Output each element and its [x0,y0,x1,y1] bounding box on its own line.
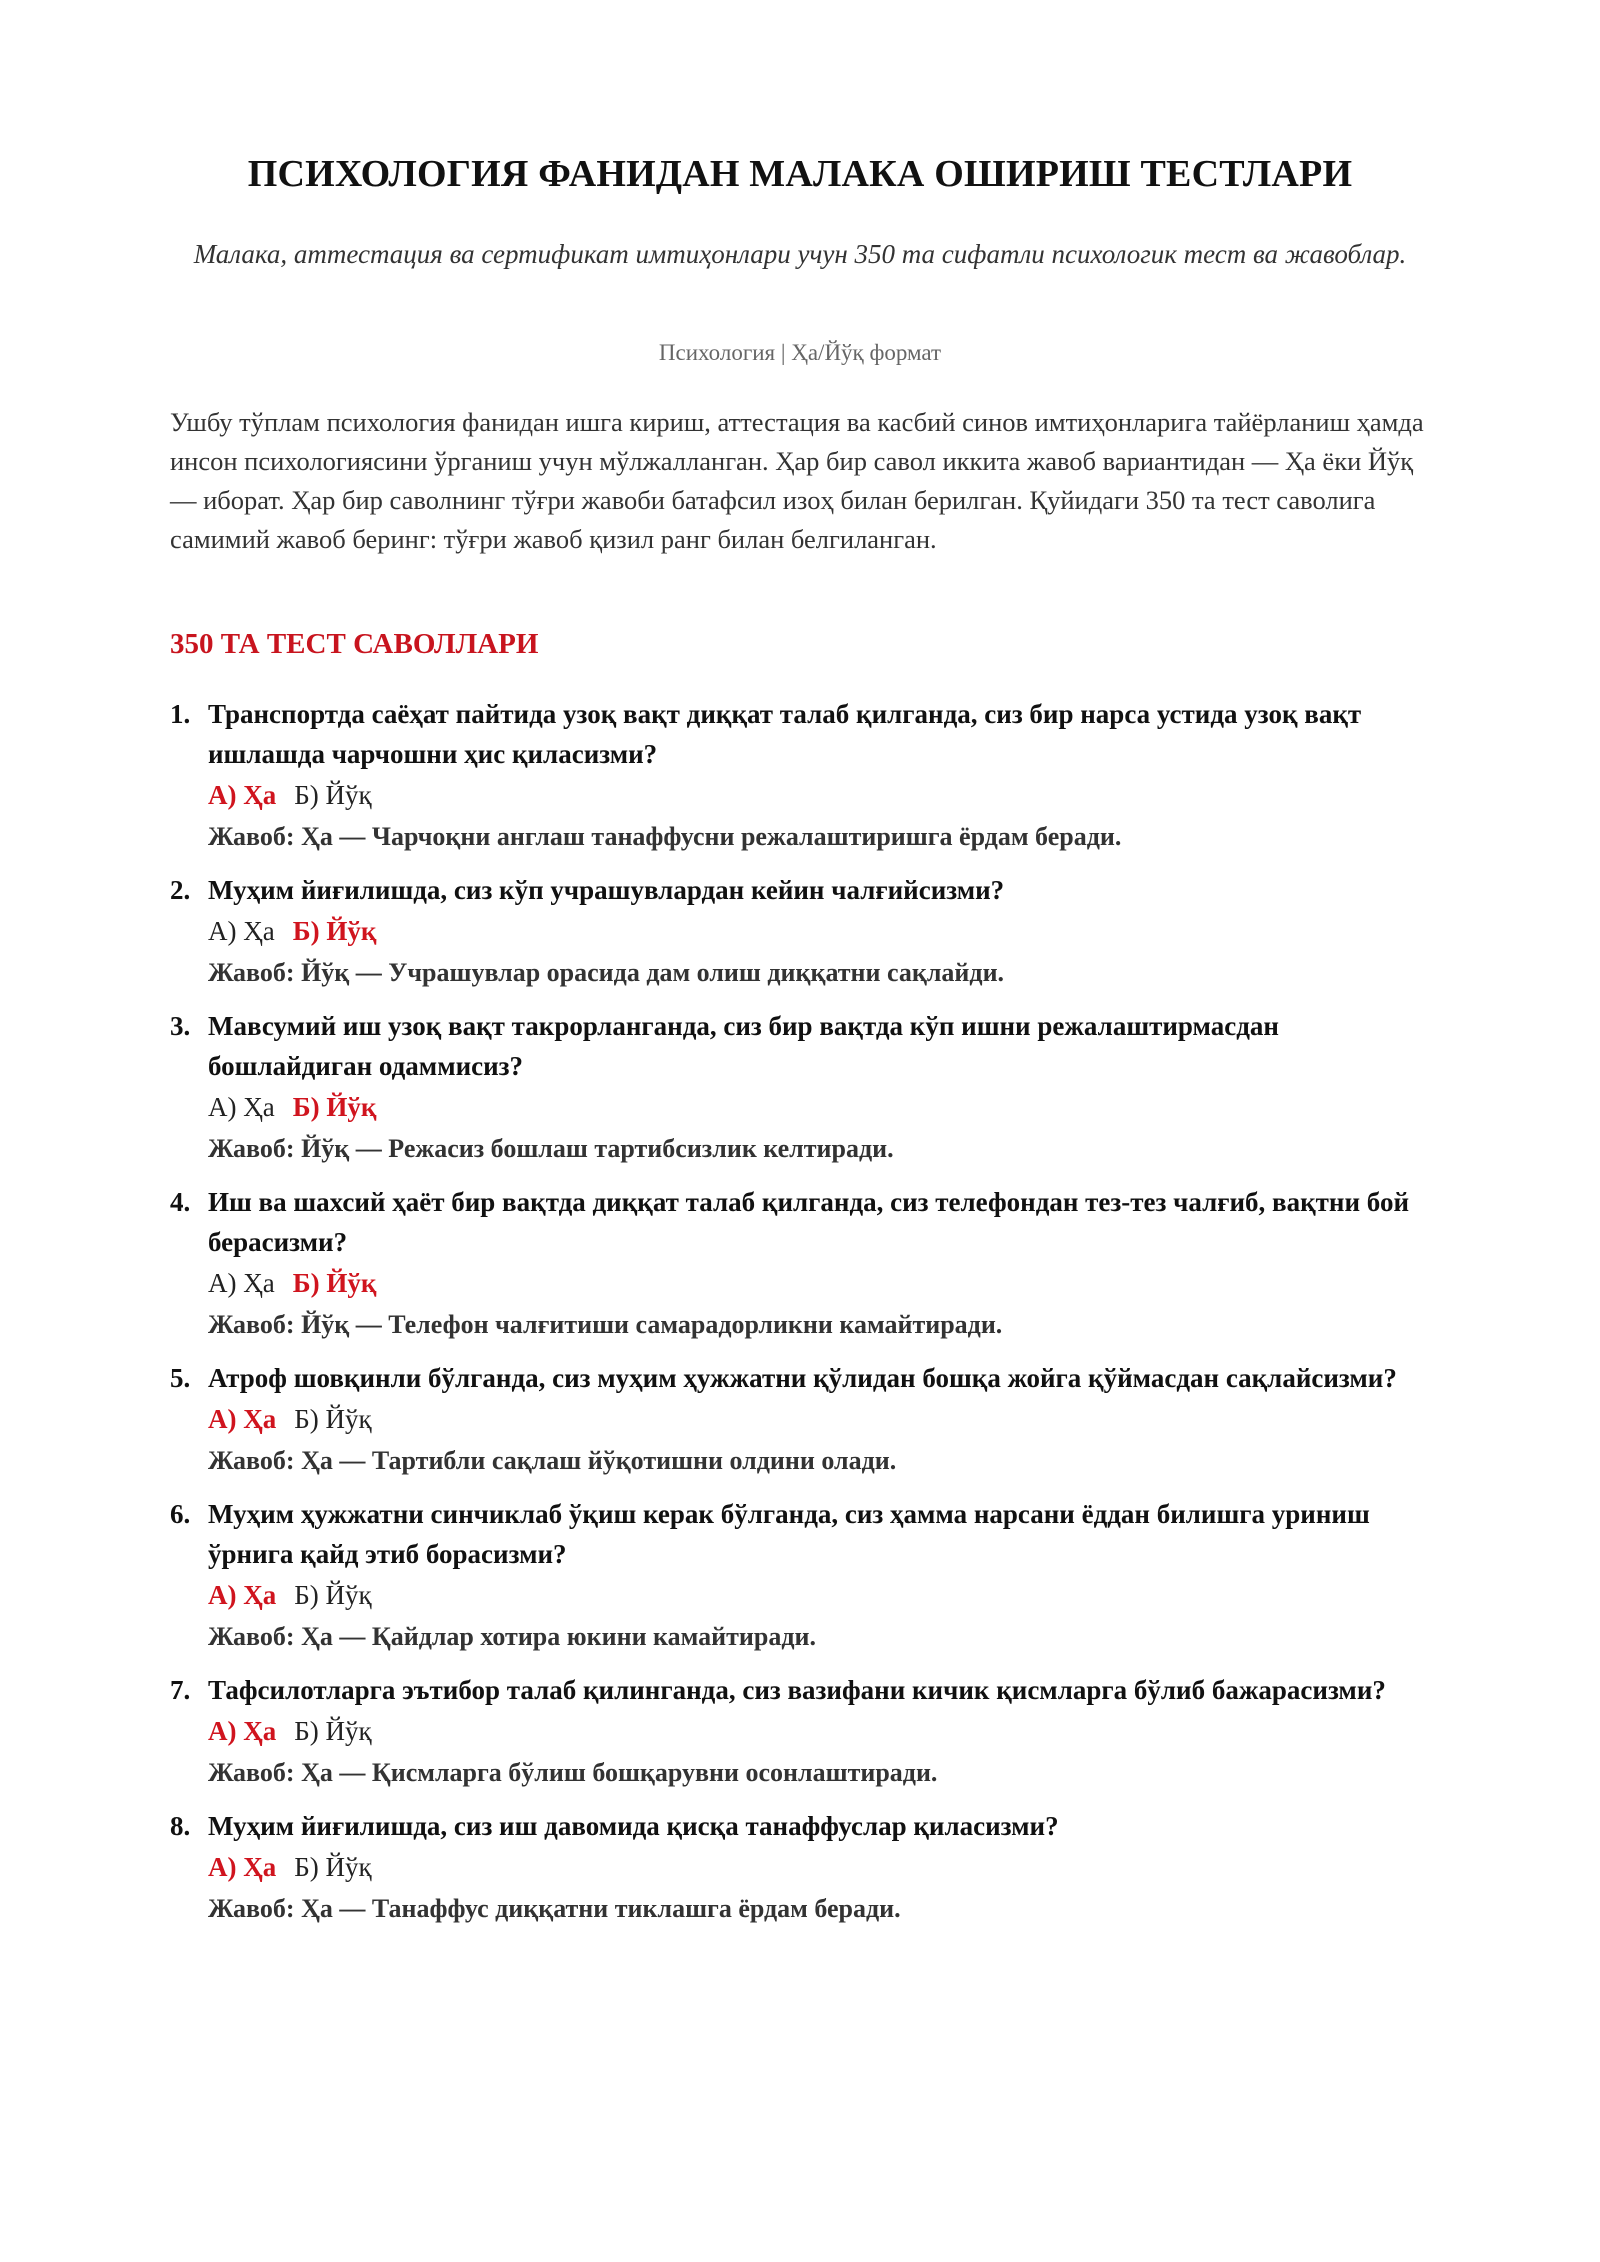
option-yes[interactable]: А) Ҳа [208,1404,277,1434]
option-no[interactable]: Б) Йўқ [292,1092,377,1122]
option-yes[interactable]: А) Ҳа [208,780,277,810]
section-heading: 350 ТА ТЕСТ САВОЛЛАРИ [170,628,539,660]
option-no[interactable]: Б) Йўқ [294,1716,372,1746]
question-body: Транспортда саёҳат пайтида узоқ вақт диққат талаб қилганда, сиз бир нарса устида узоқ вақт ишлашда чарчошни ҳис қиласизми? [208,699,1362,769]
question-item [170,1358,1440,1482]
answer-options [170,910,1440,952]
answer-options [170,1574,1440,1616]
question-number: 2. [170,875,191,905]
option-no[interactable]: Б) Йўқ [294,780,372,810]
option-yes[interactable]: А) Ҳа [208,1580,277,1610]
question-text [170,1806,1440,1846]
answer-options [170,1262,1440,1304]
question-text [170,870,1440,910]
question-text [170,1006,1440,1086]
question-body: Иш ва шахсий ҳаёт бир вақтда диққат талаб қилганда, сиз телефондан тез-тез чалғиб, вақтни бой берасизми? [208,1187,1409,1257]
answer-explanation: Жавоб: Йўқ — Телефон чалғитиши самарадорликни камайтиради. [208,1310,1003,1339]
answer-explanation: Жавоб: Ҳа — Қайдлар хотира юкини камайтиради. [208,1622,817,1651]
answer-options [170,1086,1440,1128]
option-no[interactable]: Б) Йўқ [292,916,377,946]
question-number: 6. [170,1499,191,1529]
page-subtitle: Малака, аттестация ва сертификат имтиҳонлари учун 350 та сифатли психологик тест ва жавоблар. [193,239,1407,269]
option-yes[interactable]: А) Ҳа [208,1268,275,1298]
answer-explanation: Жавоб: Ҳа — Танаффус диққатни тиклашга ёрдам беради. [208,1894,901,1923]
question-number: 5. [170,1363,191,1393]
question-number: 7. [170,1675,191,1705]
option-yes[interactable]: А) Ҳа [208,916,275,946]
answer-explanation: Жавоб: Йўқ — Режасиз бошлаш тартибсизлик келтиради. [208,1134,894,1163]
option-no[interactable]: Б) Йўқ [294,1580,372,1610]
answer-options [170,1398,1440,1440]
question-body: Муҳим ҳужжатни синчиклаб ўқиш керак бўлганда, сиз ҳамма нарсани ёддан билишга уриниш ўрнига қайд этиб борасизми? [208,1499,1370,1569]
question-item [170,1806,1440,1930]
option-yes[interactable]: А) Ҳа [208,1092,275,1122]
intro-paragraph: Ушбу тўплам психология фанидан ишга кириш, аттестация ва касбий синов имтиҳонларига тайёрланиш ҳамда инсон психологиясини ўрганиш учун мўлжалланган. Ҳар бир савол иккита жавоб вариантидан — Ҳа ёки Йўқ — иборат. Ҳар бир саволнинг тўғри жавоби батафсил изоҳ билан берилган. Қуйидаги 350 та тест саволига самимий жавоб беринг: тўғри жавоб қизил ранг билан белгиланган. [170,407,1424,554]
answer-explanation: Жавоб: Ҳа — Қисмларга бўлиш бошқарувни осонлаштиради. [208,1758,938,1787]
question-number: 3. [170,1011,191,1041]
question-text [170,1670,1440,1710]
option-no[interactable]: Б) Йўқ [294,1852,372,1882]
question-item [170,694,1440,858]
answer-options [170,1710,1440,1752]
question-text [170,1182,1440,1262]
answer-options [170,774,1440,816]
option-yes[interactable]: А) Ҳа [208,1716,277,1746]
question-list [170,694,1440,1942]
question-item [170,1670,1440,1794]
page-title: ПСИХОЛОГИЯ ФАНИДАН МАЛАКА ОШИРИШ ТЕСТЛАРИ [247,153,1353,195]
question-item [170,1182,1440,1346]
question-body: Тафсилотларга эътибор талаб қилинганда, сиз вазифани кичик қисмларга бўлиб бажарасизми? [208,1675,1386,1705]
page-meta: Психология | Ҳа/Йўқ формат [658,340,942,365]
question-text [170,1494,1440,1574]
question-number: 8. [170,1811,191,1841]
option-no[interactable]: Б) Йўқ [294,1404,372,1434]
question-number: 1. [170,699,191,729]
question-number: 4. [170,1187,191,1217]
option-yes[interactable]: А) Ҳа [208,1852,277,1882]
question-body: Мавсумий иш узоқ вақт такрорланганда, сиз бир вақтда кўп ишни режалаштирмасдан бошлайдиган одаммисиз? [208,1011,1279,1081]
question-item [170,870,1440,994]
question-body: Атроф шовқинли бўлганда, сиз муҳим ҳужжатни қўлидан бошқа жойга қўймасдан сақлайсизми? [208,1363,1397,1393]
option-no[interactable]: Б) Йўқ [292,1268,377,1298]
answer-explanation: Жавоб: Ҳа — Чарчоқни англаш танаффусни режалаштиришга ёрдам беради. [208,822,1122,851]
question-item [170,1006,1440,1170]
question-body: Муҳим йиғилишда, сиз иш давомида қисқа танаффуслар қиласизми? [208,1811,1059,1841]
answer-options [170,1846,1440,1888]
question-text [170,694,1440,774]
question-body: Муҳим йиғилишда, сиз кўп учрашувлардан кейин чалғийсизми? [208,875,1005,905]
question-text [170,1358,1440,1398]
answer-explanation: Жавоб: Йўқ — Учрашувлар орасида дам олиш диққатни сақлайди. [208,958,1005,987]
answer-explanation: Жавоб: Ҳа — Тартибли сақлаш йўқотишни олдини олади. [208,1446,897,1475]
question-item [170,1494,1440,1658]
